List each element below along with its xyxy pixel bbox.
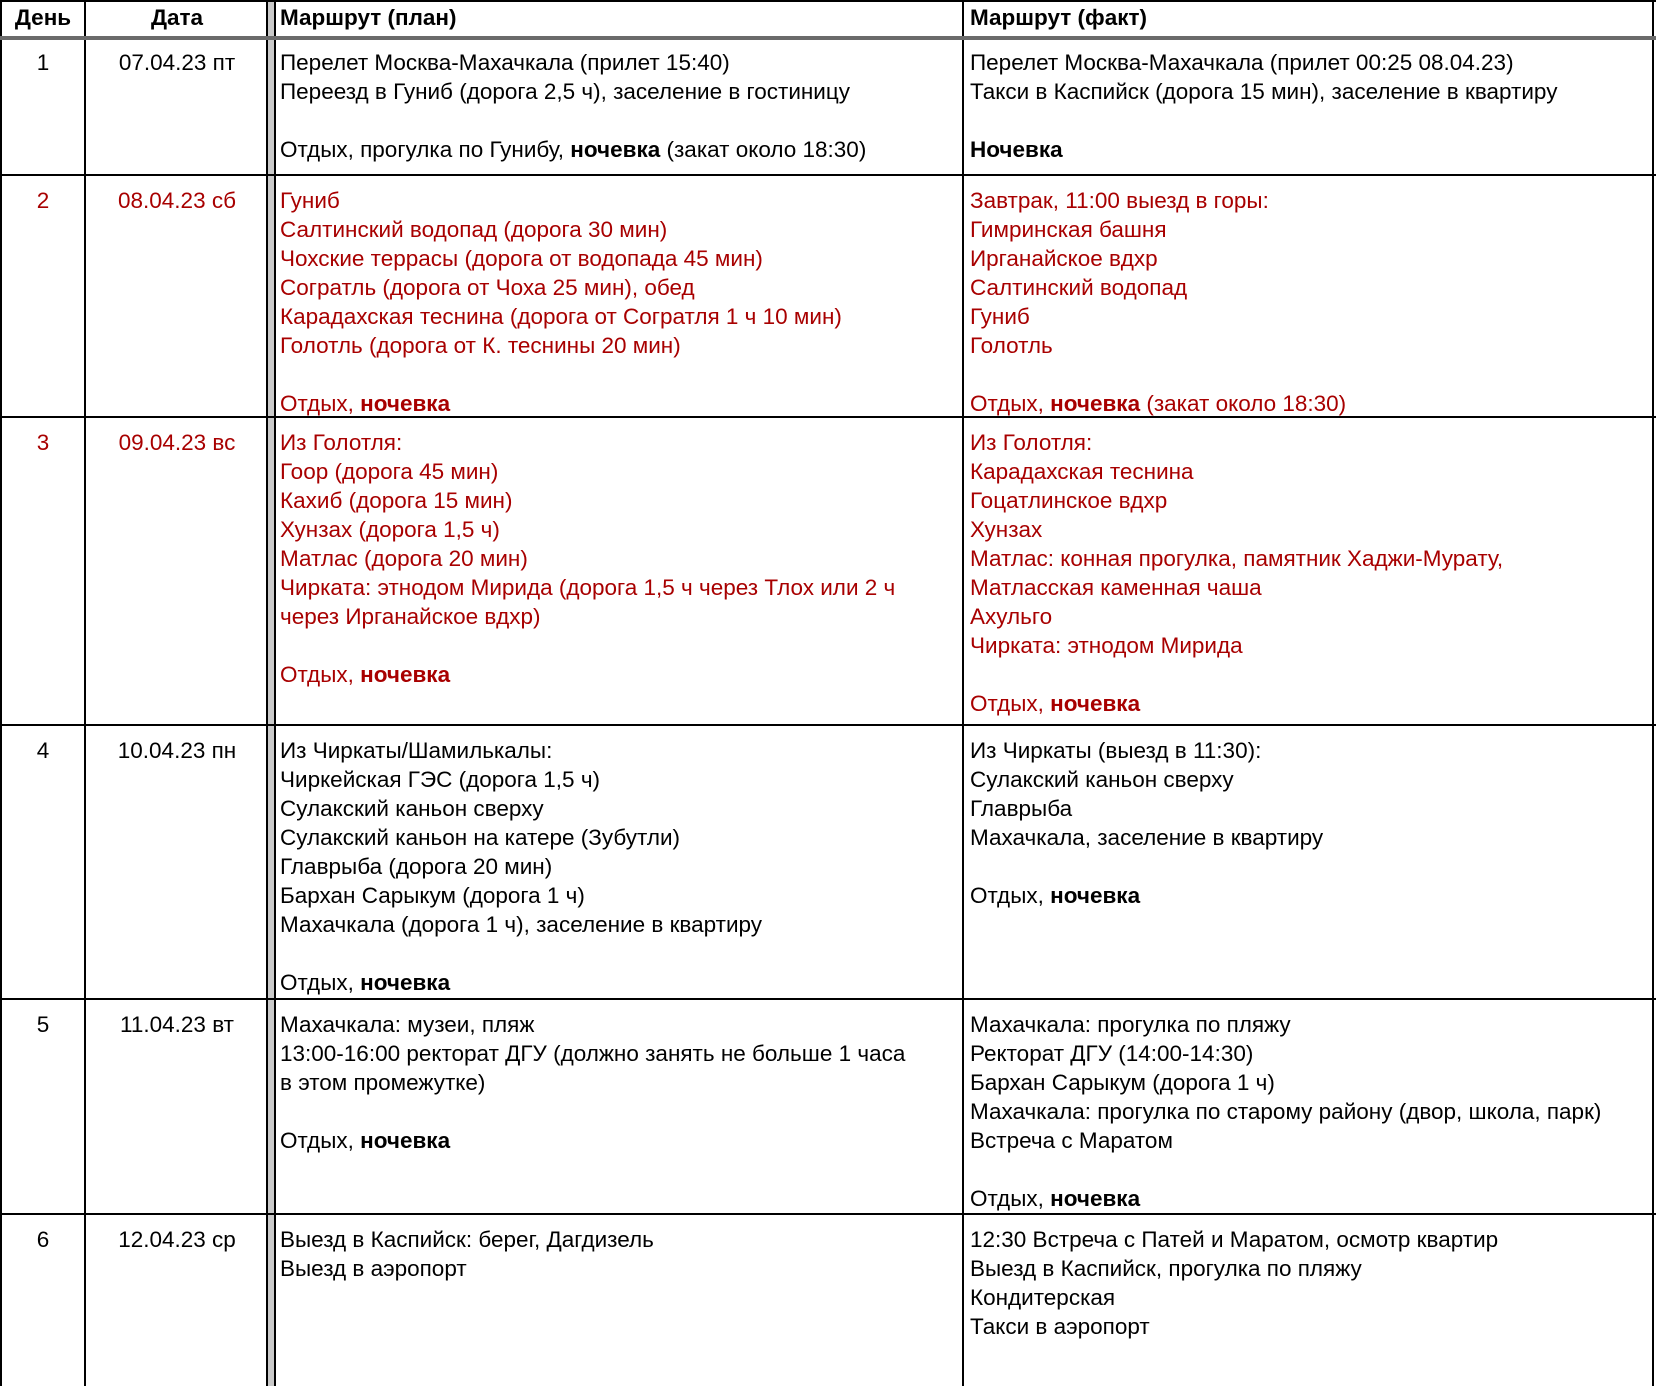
bold-text-segment: ночевка — [360, 1128, 451, 1153]
text-line: Перелет Москва-Махачкала (прилет 00:25 08.04.23) — [970, 50, 1514, 75]
text-line: Сулакский каньон сверху — [280, 796, 544, 821]
text-line: Ирганайское вдхр — [970, 246, 1158, 271]
text-line: Матлас (дорога 20 мин) — [280, 546, 528, 571]
grid-line — [962, 0, 964, 1386]
day-cell[interactable]: 2 — [36, 188, 50, 213]
text-segment: (закат около 18:30) — [660, 137, 867, 162]
blank-line — [970, 1155, 1652, 1184]
text-line: Бархан Сарыкум (дорога 1 ч) — [280, 883, 585, 908]
text-line — [970, 1184, 1652, 1213]
day-cell[interactable]: 3 — [36, 430, 50, 455]
text-line: Чохские террасы (дорога от водопада 45 мин) — [280, 246, 763, 271]
text-line: Чирката: этнодом Мирида (дорога 1,5 ч через Тлох или 2 ч — [280, 575, 896, 600]
header-day[interactable]: День — [14, 5, 72, 30]
blank-line — [970, 106, 1652, 135]
fact-cell[interactable] — [970, 726, 1652, 998]
header-date[interactable]: Дата — [150, 5, 204, 30]
text-line: Гоор (дорога 45 мин) — [280, 459, 499, 484]
bold-text-segment: ночевка — [360, 391, 451, 416]
text-segment: Отдых, — [280, 970, 361, 995]
text-line: Такси в Каспийск (дорога 15 мин), заселение в квартиру — [970, 79, 1558, 104]
text-line: Из Голотля: — [280, 430, 403, 455]
text-line: Ректорат ДГУ (14:00-14:30) — [970, 1041, 1254, 1066]
header-plan[interactable]: Маршрут (план) — [280, 5, 457, 30]
text-line: Гоцатлинское вдхр — [970, 488, 1168, 513]
date-cell[interactable]: 10.04.23 пн — [117, 738, 237, 763]
blank-line — [280, 939, 960, 968]
bold-text-segment: ночевка — [360, 662, 451, 687]
text-segment: Отдых, — [970, 391, 1051, 416]
text-segment: Отдых, — [280, 1128, 361, 1153]
text-line — [970, 389, 1652, 416]
blank-line — [280, 360, 960, 389]
text-line: Из Чиркаты (выезд в 11:30): — [970, 738, 1262, 763]
blank-line — [970, 360, 1652, 389]
bold-text-segment: Ночевка — [970, 137, 1063, 162]
grid-line — [0, 998, 1656, 1000]
text-line: Ахульго — [970, 604, 1053, 629]
bold-text-segment: ночевка — [1050, 691, 1141, 716]
text-line: Выезд в Каспийск, прогулка по пляжу — [970, 1256, 1362, 1281]
day-cell[interactable]: 1 — [36, 50, 50, 75]
grid-line — [84, 0, 86, 1386]
grid-line — [0, 0, 2, 1386]
text-line: Сулакский каньон на катере (Зубутли) — [280, 825, 681, 850]
plan-cell[interactable] — [280, 38, 960, 174]
fact-cell[interactable] — [970, 1215, 1652, 1386]
text-line: Салтинский водопад — [970, 275, 1188, 300]
text-line: Чирката: этнодом Мирида — [970, 633, 1243, 658]
text-line: Из Голотля: — [970, 430, 1093, 455]
text-line: Махачкала, заселение в квартиру — [970, 825, 1324, 850]
date-cell[interactable]: 07.04.23 пт — [118, 50, 236, 75]
blank-line — [280, 631, 960, 660]
text-line: 13:00-16:00 ректорат ДГУ (должно занять не больше 1 часа — [280, 1041, 906, 1066]
text-line: Махачкала: прогулка по старому району (двор, школа, парк) — [970, 1099, 1602, 1124]
text-segment: Отдых, — [280, 391, 361, 416]
text-line: Матласская каменная чаша — [970, 575, 1262, 600]
text-line: Хунзах (дорога 1,5 ч) — [280, 517, 500, 542]
text-line: Согратль (дорога от Чоха 25 мин), обед — [280, 275, 695, 300]
plan-cell[interactable] — [280, 418, 960, 724]
text-line: Голотль — [970, 333, 1053, 358]
text-line: Выезд в Каспийск: берег, Дагдизель — [280, 1227, 654, 1252]
text-line: Главрыба — [970, 796, 1073, 821]
blank-line — [970, 852, 1652, 881]
text-line: Переезд в Гуниб (дорога 2,5 ч), заселение в гостиницу — [280, 79, 851, 104]
bold-text-segment: ночевка — [1050, 391, 1141, 416]
text-line: Гимринская башня — [970, 217, 1167, 242]
fact-cell[interactable] — [970, 38, 1652, 174]
text-line: Карадахская теснина — [970, 459, 1194, 484]
plan-cell[interactable] — [280, 1215, 960, 1386]
blank-line — [280, 1097, 960, 1126]
text-line: Хунзах — [970, 517, 1043, 542]
day-cell[interactable]: 4 — [36, 738, 50, 763]
text-line: Главрыба (дорога 20 мин) — [280, 854, 553, 879]
header-divider — [0, 36, 1656, 40]
text-line: Салтинский водопад (дорога 30 мин) — [280, 217, 668, 242]
date-cell[interactable]: 09.04.23 вс — [118, 430, 236, 455]
blank-line — [280, 106, 960, 135]
bold-text-segment: ночевка — [360, 970, 451, 995]
plan-cell[interactable] — [280, 176, 960, 416]
text-line: Выезд в аэропорт — [280, 1256, 467, 1281]
grid-line — [1652, 0, 1654, 1386]
text-segment: Отдых, — [970, 691, 1051, 716]
grid-line — [0, 174, 1656, 176]
date-cell[interactable]: 08.04.23 сб — [118, 188, 236, 213]
day-cell[interactable]: 6 — [36, 1227, 50, 1252]
text-line: Сулакский каньон сверху — [970, 767, 1234, 792]
text-line: Из Чиркаты/Шамилькалы: — [280, 738, 553, 763]
grid-line — [0, 0, 1656, 2]
text-line — [280, 389, 960, 416]
text-line: Кондитерская — [970, 1285, 1116, 1310]
text-line — [970, 135, 1652, 164]
text-line: Карадахская теснина (дорога от Согратля 1 ч 10 мин) — [280, 304, 842, 329]
plan-cell[interactable] — [280, 726, 960, 998]
bold-text-segment: ночевка — [1050, 1186, 1141, 1211]
text-line: Такси в аэропорт — [970, 1314, 1150, 1339]
text-line: Махачкала: прогулка по пляжу — [970, 1012, 1291, 1037]
text-line: Чиркейская ГЭС (дорога 1,5 ч) — [280, 767, 601, 792]
text-line: Перелет Москва-Махачкала (прилет 15:40) — [280, 50, 730, 75]
grid-line — [274, 0, 276, 1386]
text-line: Гуниб — [280, 188, 340, 213]
text-line: в этом промежутке) — [280, 1070, 486, 1095]
text-line — [280, 968, 960, 997]
text-line: Гуниб — [970, 304, 1030, 329]
text-line: Встреча с Маратом — [970, 1128, 1173, 1153]
text-line — [970, 881, 1652, 910]
date-cell[interactable]: 11.04.23 вт — [120, 1012, 234, 1037]
text-line: Кахиб (дорога 15 мин) — [280, 488, 513, 513]
fact-cell[interactable] — [970, 1000, 1652, 1213]
text-segment: Отдых, — [970, 1186, 1051, 1211]
grid-line — [0, 724, 1656, 726]
bold-text-segment: ночевка — [1050, 883, 1141, 908]
text-line: Завтрак, 11:00 выезд в горы: — [970, 188, 1269, 213]
day-cell[interactable]: 5 — [36, 1012, 50, 1037]
blank-line — [970, 660, 1652, 689]
plan-cell[interactable] — [280, 1000, 960, 1213]
text-line — [970, 689, 1652, 718]
text-line: Махачкала (дорога 1 ч), заселение в квартиру — [280, 912, 763, 937]
text-line: Голотль (дорога от К. теснины 20 мин) — [280, 333, 681, 358]
grid-line — [0, 1213, 1656, 1215]
bold-text-segment: ночевка — [570, 137, 661, 162]
text-segment: Отдых, — [280, 662, 361, 687]
text-line: Матлас: конная прогулка, памятник Хаджи-Мурату, — [970, 546, 1504, 571]
header-fact[interactable]: Маршрут (факт) — [970, 5, 1148, 30]
text-line — [280, 1126, 960, 1155]
text-segment: Отдых, — [970, 883, 1051, 908]
text-line: через Ирганайское вдхр) — [280, 604, 541, 629]
fact-cell[interactable] — [970, 176, 1652, 416]
text-line — [280, 660, 960, 689]
date-cell[interactable]: 12.04.23 ср — [118, 1227, 236, 1252]
grid-line — [0, 416, 1656, 418]
text-line: 12:30 Встреча с Патей и Маратом, осмотр квартир — [970, 1227, 1499, 1252]
text-segment: (закат около 18:30) — [1140, 391, 1347, 416]
text-line — [280, 135, 960, 164]
text-line: Бархан Сарыкум (дорога 1 ч) — [970, 1070, 1275, 1095]
text-segment: Отдых, прогулка по Гунибу, — [280, 137, 571, 162]
fact-cell[interactable] — [970, 418, 1652, 724]
text-line: Махачкала: музеи, пляж — [280, 1012, 535, 1037]
